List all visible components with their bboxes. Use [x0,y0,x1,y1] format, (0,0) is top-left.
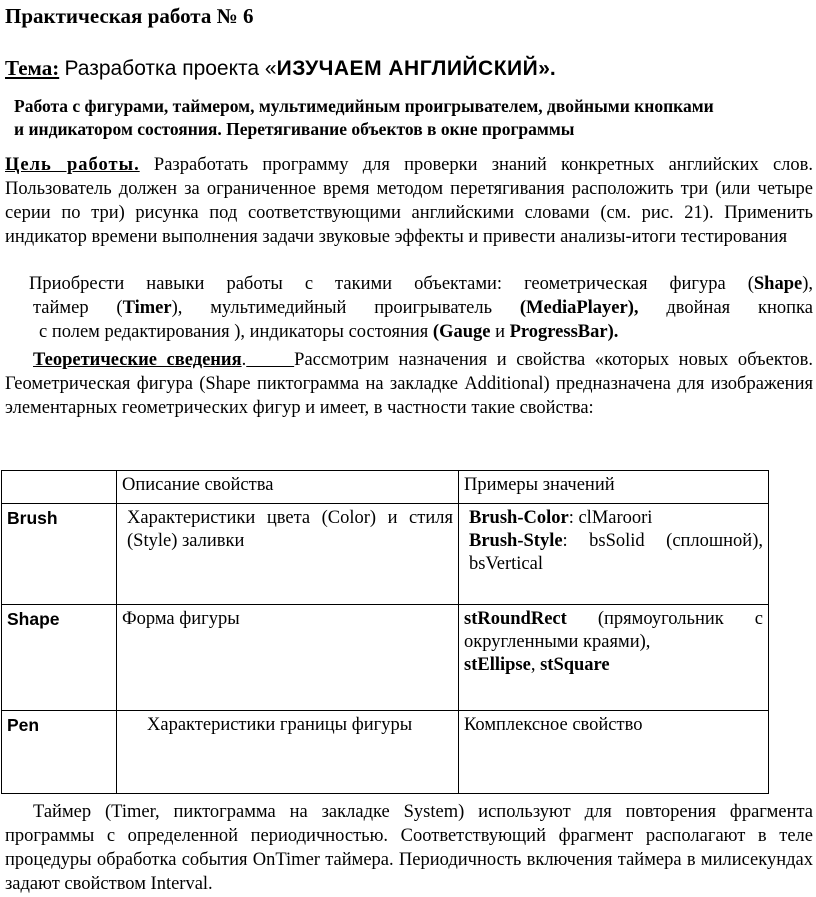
goal-text: Разработать программу для проверки знаний конкретных английских слов. Пользователь должен за ограниченное время методом перетягивания расположить три (или четыре серии по три) рисунка под соответствующими английскими словами (см. рис. 21). Применить индикатор времени выполнения задачи звуковые эффекты и привести анализы-итоги тестирования [5,155,813,247]
table-cell-name: Brush [2,504,117,605]
table-cell-desc: Характеристики цвета (Color) и стиля (Style) заливки [117,504,459,605]
table-row [2,504,769,605]
theory-label: Теоретические сведения [33,350,242,370]
goal-paragraph [5,153,813,249]
skills-line-2: таймер (Timer), мультимедийный проигрыватель (MediaPlayer), двойная кнопка [33,298,813,318]
theme-label: Тема: [5,56,60,80]
shape-keyword: Shape [753,274,803,294]
theme-project: ИЗУЧАЕМ АНГЛИЙСКИЙ [276,57,539,80]
goal-label: Цель работы. [5,155,140,175]
table-row [2,605,769,711]
theme-text: Разработка проекта « [64,57,277,80]
theme-end: ». [538,57,556,80]
theory-text: Рассмотрим назначения и свойства «которых новых объектов. Геометрическая фигура (Shape пиктограмма на закладке Additional) предназначена для изображения элементарных геометрических фигур и имеет, в частности такие свойства: [5,350,814,418]
subtitle-line-2: и индикатором состояния. Перетягивание объектов в окне программы [14,119,575,139]
mediaplayer-keyword: (MediaPlayer), [519,298,639,318]
table-header-row [2,471,769,504]
table-header-cell: Примеры значений [459,471,769,504]
table-cell-name: Pen [2,711,117,794]
skills-line-1: Приобрести навыки работы с такими объектами: геометрическая фигура (Shape), [29,274,813,294]
timer-keyword: Timer [122,298,172,318]
table-header-cell: Описание свойства [117,471,459,504]
timer-text: Таймер (Timer, пиктограмма на закладке System) используют для повторения фрагмента программы с определенной периодичностью. Соответствующий фрагмент располагают в теле процедуры обработка события OnTimer таймера. Периодичность включения таймера в милисекундах задают свойством Interval. [5,802,813,894]
table-cell-name: Shape [2,605,117,711]
timer-paragraph [5,800,813,896]
table-cell-example: Комплексное свойство [459,711,769,794]
skills-line-3: с полем редактирования ), индикаторы состояния (Gauge и ProgressBar). [39,322,619,342]
theme-line [5,56,556,81]
table-header-cell [2,471,117,504]
table-cell-desc: Характеристики границы фигуры [117,711,459,794]
progressbar-keyword: ProgressBar). [509,322,619,342]
gauge-keyword: (Gauge [432,322,491,342]
table-cell-example: stRoundRect (прямоугольник с округленными краями), stEllipse, stSquare [459,605,769,711]
theory-paragraph: Теоретические сведения. Рассмотрим назначения и свойства «которых новых объектов. Геометрическая фигура (Shape пиктограмма на закладке Additional) предназначена для изображения элементарных геометрических фигур и имеет, в частности такие свойства: [5,350,814,418]
table-cell-example: Brush-Color: clMaroori Brush-Style: bsSolid (сплошной), bsVertical [459,504,769,605]
subtitle-line-1: Работа с фигурами, таймером, мультимедийным проигрывателем, двойными кнопками [14,96,714,116]
table-row [2,711,769,794]
page-title: Практическая работа № 6 [5,4,254,28]
skills-paragraph [5,272,813,344]
subtitle [14,95,814,141]
table-cell-desc: Форма фигуры [117,605,459,711]
properties-table [1,470,769,794]
